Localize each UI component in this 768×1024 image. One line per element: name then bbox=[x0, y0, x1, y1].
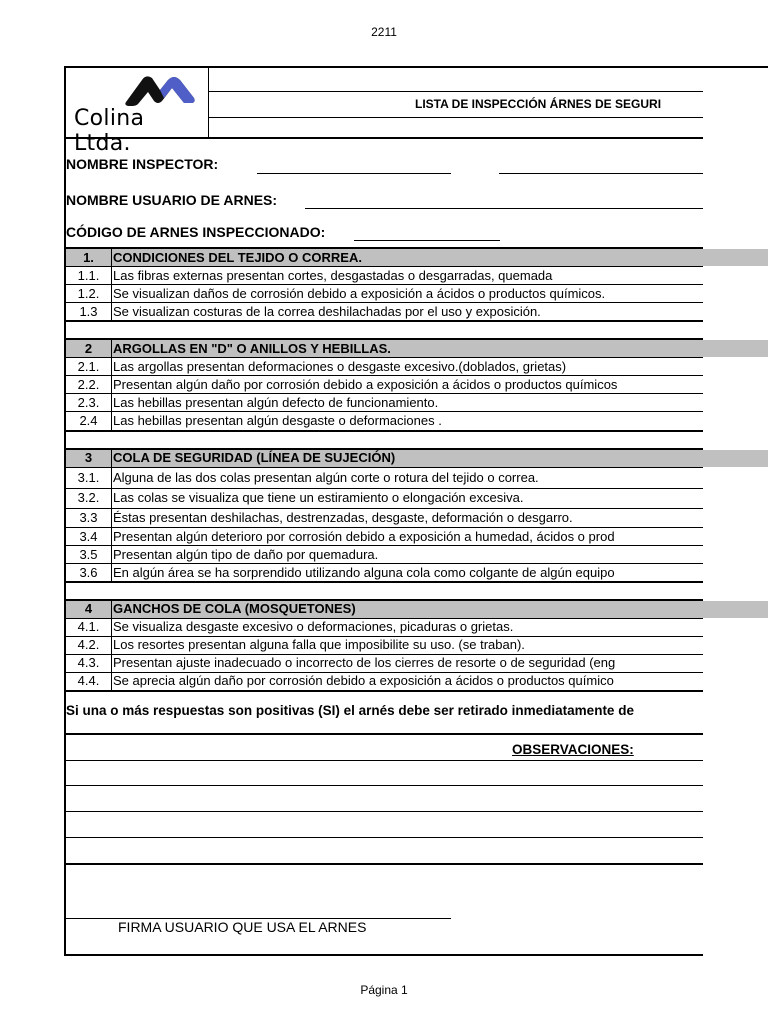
usuario-line[interactable] bbox=[305, 208, 703, 209]
document-title: LISTA DE INSPECCIÓN ÁRNES DE SEGURI bbox=[415, 97, 662, 111]
col-divider bbox=[111, 601, 112, 691]
row-number: 1.3 bbox=[79, 304, 98, 319]
row-text: En algún área se ha sorprendido utilizando alguna cola como colgante de algún equipo bbox=[113, 565, 615, 580]
rule bbox=[64, 320, 703, 322]
section-1-title: CONDICIONES DEL TEJIDO O CORREA. bbox=[113, 250, 362, 265]
row-number: 2.3. bbox=[77, 395, 100, 410]
logo-mark-icon bbox=[66, 68, 208, 108]
row-text: Se aprecia algún daño por corrosión debido a exposición a ácidos o productos químico bbox=[113, 673, 614, 688]
row-text: Presentan algún daño por corrosión debido a exposición a ácidos o productos químicos bbox=[113, 377, 618, 392]
section-2-number: 2 bbox=[84, 341, 93, 356]
rule bbox=[64, 284, 703, 285]
row-number: 3.3 bbox=[79, 510, 98, 525]
row-text: Las hebillas presentan algún desgaste o deformaciones . bbox=[113, 413, 442, 428]
obs-line[interactable] bbox=[64, 760, 703, 761]
col-divider bbox=[111, 249, 112, 321]
company-name: Colina Ltda. bbox=[74, 106, 145, 156]
obs-line[interactable] bbox=[64, 837, 703, 838]
row-text: Las colas se visualiza que tiene un estiramiento o elongación excesiva. bbox=[113, 490, 524, 505]
rule bbox=[64, 430, 703, 432]
frame-bottom-line bbox=[64, 954, 703, 956]
codigo-line[interactable] bbox=[354, 240, 500, 241]
row-number: 2.4 bbox=[79, 413, 98, 428]
page-footer: Página 1 bbox=[360, 983, 408, 997]
row-text: Los resortes presentan alguna falla que imposibilite su uso. (se traban). bbox=[113, 637, 525, 652]
warning-text: Si una o más respuestas son positivas (SI) el arnés debe ser retirado inmediatamente de bbox=[66, 703, 634, 718]
row-text: Presentan algún deterioro por corrosión debido a exposición a humedad, ácidos o prod bbox=[113, 529, 615, 544]
section-3-number: 3 bbox=[84, 450, 93, 465]
row-number: 4.3. bbox=[77, 655, 100, 670]
header-divider bbox=[208, 67, 209, 138]
obs-top-line bbox=[64, 733, 703, 735]
section-1-number: 1. bbox=[83, 250, 94, 265]
row-number: 4.2. bbox=[77, 637, 100, 652]
usuario-label: NOMBRE USUARIO DE ARNES: bbox=[66, 192, 278, 208]
header-line-2 bbox=[208, 117, 703, 118]
row-text: Se visualiza desgaste excesivo o deformaciones, picaduras o grietas. bbox=[113, 619, 514, 634]
inspector-label: NOMBRE INSPECTOR: bbox=[66, 156, 219, 172]
obs-bottom-line bbox=[64, 863, 703, 865]
row-text: Las argollas presentan deformaciones o desgaste excesivo.(doblados, grietas) bbox=[113, 359, 567, 374]
company-logo bbox=[66, 68, 208, 156]
rule bbox=[64, 467, 703, 468]
rule bbox=[64, 581, 703, 583]
row-number: 1.1. bbox=[77, 268, 100, 283]
row-number: 1.2. bbox=[77, 286, 100, 301]
row-text: Se visualizan daños de corrosión debido a exposición a ácidos o productos químicos. bbox=[113, 286, 606, 301]
codigo-label: CÓDIGO DE ARNES INSPECCIONADO: bbox=[66, 224, 326, 240]
rule bbox=[64, 563, 703, 564]
row-number: 3.1. bbox=[77, 470, 100, 485]
rule bbox=[64, 375, 703, 376]
section-4-number: 4 bbox=[84, 601, 93, 616]
row-number: 3.5 bbox=[79, 547, 98, 562]
rule bbox=[64, 393, 703, 394]
col-divider bbox=[111, 340, 112, 431]
header-line-1 bbox=[208, 91, 703, 92]
section-1-top-line bbox=[64, 247, 703, 249]
inspector-line-2[interactable] bbox=[499, 173, 703, 174]
rule bbox=[64, 690, 703, 692]
rule bbox=[64, 527, 703, 528]
section-3-title: COLA DE SEGURIDAD (LÍNEA DE SUJECIÓN) bbox=[113, 450, 396, 465]
rule bbox=[64, 545, 703, 546]
page-number: 2211 bbox=[371, 25, 397, 39]
obs-line[interactable] bbox=[64, 785, 703, 786]
row-number: 2.2. bbox=[77, 377, 100, 392]
col-divider bbox=[111, 450, 112, 582]
signature-label: FIRMA USUARIO QUE USA EL ARNES bbox=[118, 919, 367, 935]
row-text: Presentan algún tipo de daño por quemadura. bbox=[113, 547, 379, 562]
row-number: 2.1. bbox=[77, 359, 100, 374]
row-text: Las fibras externas presentan cortes, desgastadas o desgarradas, quemada bbox=[113, 268, 553, 283]
section-2-title: ARGOLLAS EN "D" O ANILLOS Y HEBILLAS. bbox=[113, 341, 391, 356]
row-text: Se visualizan costuras de la correa deshilachadas por el uso y exposición. bbox=[113, 304, 541, 319]
row-text: Alguna de las dos colas presentan algún corte o rotura del tejido o correa. bbox=[113, 470, 539, 485]
rule bbox=[64, 266, 703, 267]
rule bbox=[64, 411, 703, 412]
obs-line[interactable] bbox=[64, 811, 703, 812]
rule bbox=[64, 488, 703, 489]
inspector-line[interactable] bbox=[257, 173, 451, 174]
row-text: Presentan ajuste inadecuado o incorrecto de los cierres de resorte o de seguridad (eng bbox=[113, 655, 616, 670]
row-text: Éstas presentan deshilachas, destrenzadas, desgaste, deformación o desgarro. bbox=[113, 510, 573, 525]
row-number: 3.4 bbox=[79, 529, 98, 544]
row-number: 4.1. bbox=[77, 619, 100, 634]
rule bbox=[64, 302, 703, 303]
row-number: 3.2. bbox=[77, 490, 100, 505]
row-text: Las hebillas presentan algún defecto de funcionamiento. bbox=[113, 395, 439, 410]
rule bbox=[64, 508, 703, 509]
row-number: 4.4. bbox=[77, 673, 100, 688]
observaciones-heading: OBSERVACIONES: bbox=[512, 742, 634, 757]
section-4-title: GANCHOS DE COLA (MOSQUETONES) bbox=[113, 601, 356, 616]
rule bbox=[64, 357, 703, 358]
row-number: 3.6 bbox=[79, 565, 98, 580]
